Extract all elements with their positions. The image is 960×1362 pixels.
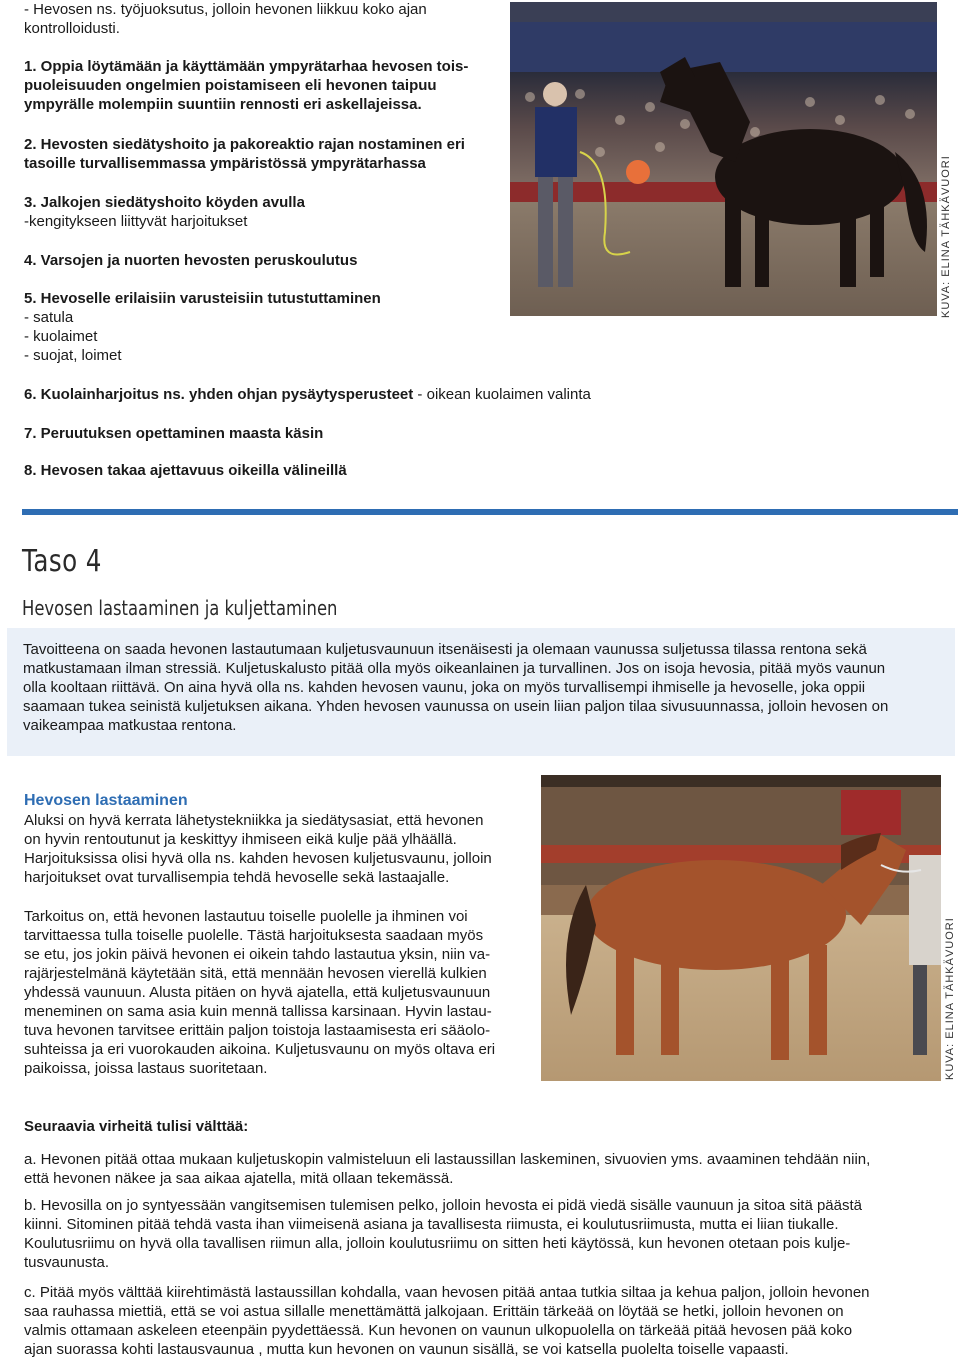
intro-box — [7, 628, 955, 756]
intro-line-4: saamaan tukea seinistä kuljetuksen aikana. Yhden hevosen vaunussa on usein liian paljon tilaa sivusuunnassa, jolloin hevosen on — [23, 698, 889, 715]
list-item-4: 4. Varsojen ja nuorten hevosten peruskoulutus — [24, 252, 358, 269]
list-item-2-line-2: tasoille turvallisemmassa ympäristössä ympyrätarhassa — [24, 155, 426, 172]
arena-horse-image — [510, 2, 937, 316]
section-title: Taso 4 — [22, 544, 102, 579]
loading-para2-line-6: meneminen on sama asia kuin mennä tallissa karsinaan. Hyvin lastau- — [24, 1003, 492, 1020]
list-item-1-line-2: puoleisuuden ongelmien poistamiseen eli hevonen taipuu — [24, 77, 437, 94]
mistake-b-line-2: kiinni. Sitominen pitää tehdä vasta ihan viimeisenä asiana ja tavallisesta riimusta, ei koulutusriimusta, mutta ei liian tiukalle. — [24, 1216, 839, 1233]
loading-para2-line-3: se etu, jos jokin päivä hevonen ei oikein tahdo lastautua yksin, niin va- — [24, 946, 491, 963]
mistake-b-line-1: b. Hevosilla on jo syntyessään vangitsemisen tulemisen pelko, jolloin hevosta ei pidä viedä sisälle vaunuun ja sitoa sitä päästä — [24, 1197, 862, 1214]
list-intro-line-1: - Hevosen ns. työjuoksutus, jolloin hevonen liikkuu koko ajan — [24, 1, 427, 18]
loading-para2-line-8: suhteissa ja eri vuorokauden aikoina. Kuljetusvaunu on myös oltava eri — [24, 1041, 496, 1058]
mistake-b-line-4: tusvaunusta. — [24, 1254, 110, 1271]
intro-line-5: vaikeampaa matkustaa rentona. — [23, 717, 237, 734]
arena-horse-photo — [510, 2, 937, 316]
photo-2-credit: KUVA: ELINA TÄHKÄVUORI — [944, 917, 956, 1080]
mistake-a-line-2: että hevonen näkee ja saa aikaa ajatella, mitä ollaan tekemässä. — [24, 1170, 454, 1187]
loading-para2-line-9: paikoissa, joissa lastaus suoritetaan. — [24, 1060, 268, 1077]
list-item-6-rest: - oikean kuolaimen valinta — [413, 386, 591, 403]
intro-line-2: matkustamaan ilman stressiä. Kuljetuskalusto pitää olla myös oikeanlainen ja turvallinen. Jos on isoja hevosia, pitää myös vaunun — [23, 660, 886, 677]
mistake-b-line-3: Koulutusriimu on hyvä olla tavallisen riimun alla, jolloin koulutusriimu on sitten heti käytössä, kun hevonen otetaan pois kulje- — [24, 1235, 851, 1252]
list-item-3-line-2: -kengitykseen liittyvät harjoitukset — [24, 213, 248, 230]
chestnut-horse-photo — [541, 775, 941, 1081]
loading-para2-line-4: rajärjestelmänä käytetään sitä, että mennään hevosen vierellä kulkien — [24, 965, 487, 982]
list-item-5: 5. Hevoselle erilaisiin varusteisiin tutustuttaminen — [24, 290, 381, 307]
list-item-3-line-1: 3. Jalkojen siedätyshoito köyden avulla — [24, 194, 305, 211]
loading-para2-line-5: yhdessä vaunuun. Alusta pitäen on hyvä ajatella, että kuljetusvaunuun — [24, 984, 491, 1001]
list-item-5-sub-3: - suojat, loimet — [24, 347, 122, 364]
loading-para2-line-2: tarvittaessa tulla toiselle puolelle. Tästä harjoituksesta saadaan myös — [24, 927, 484, 944]
list-item-1-line-1: 1. Oppia löytämään ja käyttämään ympyrätarhaa hevosen tois- — [24, 58, 469, 75]
section-subtitle: Hevosen lastaaminen ja kuljettaminen — [22, 596, 338, 620]
list-item-8: 8. Hevosen takaa ajettavuus oikeilla välineillä — [24, 462, 347, 479]
mistake-c-line-3: valmis ottamaan askeleen eteenpäin pyydettäessä. Kun hevonen on vaunun ulkopuolella on tärkeää pitää hevosen pää koko — [24, 1322, 853, 1339]
intro-line-3: olla kooltaan riittävä. On aina hyvä olla ns. kahden hevosen vaunu, joka on myös turvallisempi ihmiselle ja hevoselle, joka oppii — [23, 679, 866, 696]
mistakes-heading: Seuraavia virheitä tulisi välttää: — [24, 1118, 249, 1135]
intro-line-1: Tavoitteena on saada hevonen lastautumaan kuljetusvaunuun itsenäisesti ja olemaan vaunussa suljetussa tilassa rentona sekä — [23, 641, 867, 658]
loading-para2-line-1: Tarkoitus on, että hevonen lastautuu toiselle puolelle ja ihminen voi — [24, 908, 468, 925]
mistake-c-line-4: ajan suorassa kohti lastausvaunua , mutta kun hevonen on vaunun sisällä, se voi katsella puolelta toiselle vapaasti. — [24, 1341, 789, 1358]
loading-para1-line-1: Aluksi on hyvä kerrata lähetystekniikka ja siedätysasiat, että hevonen — [24, 812, 484, 829]
mistake-c-line-1: c. Pitää myös välttää kiirehtimästä lastaussillan kohdalla, vaan hevosen pitää antaa tutkia siltaa ja kehua paljon, jolloin hevonen — [24, 1284, 870, 1301]
mistake-c-line-2: saa rauhassa miettiä, että se voi astua sillalle menettämättä jalkojaan. Erittäin tärkeää on löytää se hetki, jolloin hevonen on — [24, 1303, 844, 1320]
list-item-7: 7. Peruutuksen opettaminen maasta käsin — [24, 425, 324, 442]
list-item-5-sub-2: - kuolaimet — [24, 328, 98, 345]
photo-1-credit: KUVA: ELINA TÄHKÄVUORI — [940, 155, 952, 318]
section-divider — [22, 509, 958, 515]
loading-para1-line-3: Harjoituksissa olisi hyvä olla ns. kahden hevosen kuljetusvaunu, jolloin — [24, 850, 492, 867]
mistake-a-line-1: a. Hevonen pitää ottaa mukaan kuljetuskopin valmisteluun eli lastaussillan laskeminen, sivuovien yms. avaaminen tehdään niin, — [24, 1151, 871, 1168]
list-item-6-bold: 6. Kuolainharjoitus ns. yhden ohjan pysäytysperusteet — [24, 386, 414, 403]
list-item-6 — [24, 385, 591, 404]
chestnut-horse-image — [541, 775, 941, 1081]
loading-heading: Hevosen lastaaminen — [24, 792, 188, 809]
loading-para2-line-7: tuva hevonen tarvitsee erittäin paljon toistoja lastaamisesta eri sääolo- — [24, 1022, 491, 1039]
list-intro-line-2: kontrolloidusti. — [24, 20, 120, 37]
list-item-2-line-1: 2. Hevosten siedätyshoito ja pakoreaktio rajan nostaminen eri — [24, 136, 465, 153]
loading-para1-line-2: on hyvin rentoutunut ja keskittyy ihmiseen eikä kulje pää ylhäällä. — [24, 831, 457, 848]
list-item-5-sub-1: - satula — [24, 309, 74, 326]
list-item-1-line-3: ympyrälle molempiin suuntiin rennosti eri askellajeissa. — [24, 96, 422, 113]
loading-para1-line-4: harjoitukset ovat turvallisempia tehdä hevoselle sekä lastaajalle. — [24, 869, 450, 886]
